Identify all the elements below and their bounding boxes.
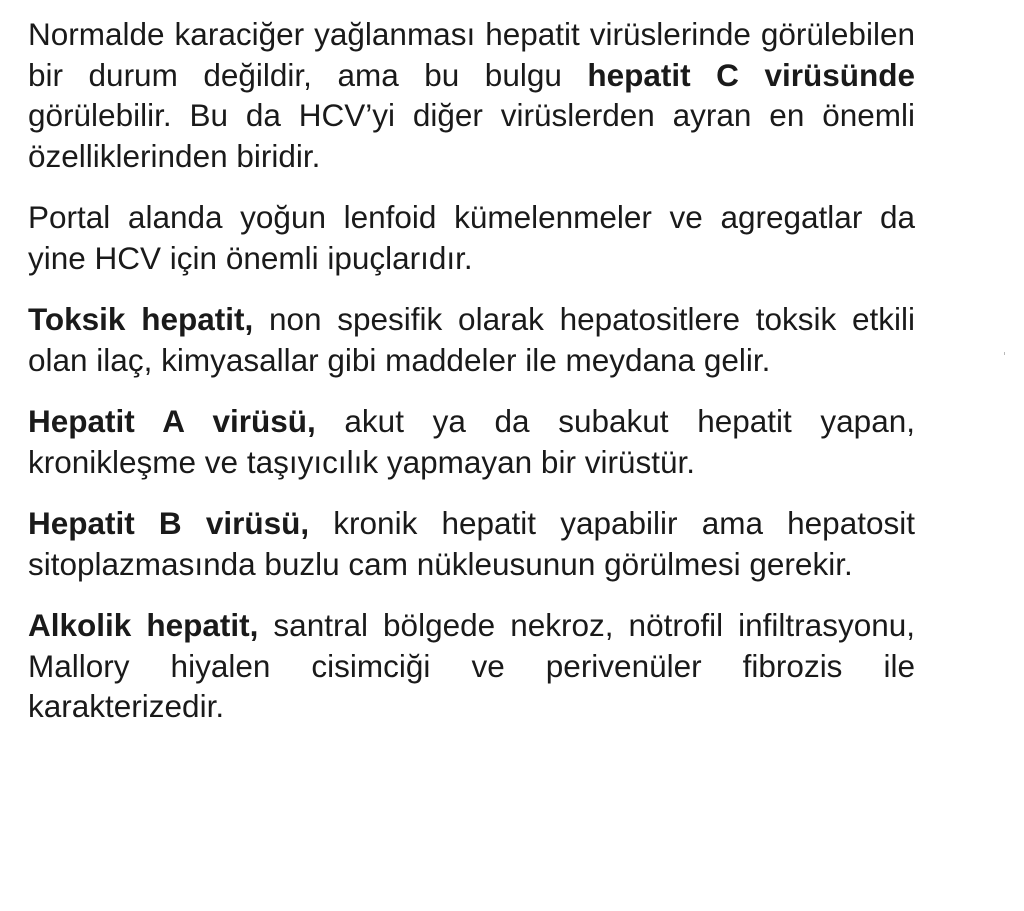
paragraph-alcoholic-hepatitis — [28, 605, 915, 727]
paragraph-text: non spesifik olarak hepatositlere toksik etkili olan ilaç, kimyasallar gibi maddeler ile meydana gelir. — [28, 301, 915, 378]
paragraph-hepatitis-a — [28, 401, 915, 482]
paragraph-term: Toksik hepatit, — [28, 301, 254, 337]
paragraph-text: kronik hepatit yapabilir ama hepatosit sitoplazmasında buzlu cam nükleusunun görülmesi gerekir. — [28, 505, 915, 582]
paragraph-emphasis: hepatit C virüsünde — [587, 56, 915, 93]
paragraph-hcv-steatosis — [28, 14, 915, 176]
paragraph-hepatitis-b — [28, 503, 915, 584]
paragraph-term: Hepatit B virüsü, — [28, 505, 310, 541]
paragraph-term: Hepatit A virüsü, — [28, 403, 316, 439]
paragraph-text: Normalde karaciğer yağlanması hepatit virüslerinde görülebilen bir durum değildir, ama bu bulgu — [28, 16, 915, 93]
paragraph-text: Portal alanda yoğun lenfoid kümelenmeler ve agregatlar da yine HCV için önemli ipuçlarıdır. — [28, 199, 915, 276]
paragraph-term: Alkolik hepatit, — [28, 607, 259, 643]
paragraph-text: santral bölgede nekroz, nötrofil infiltrasyonu, Mallory hiyalen cisimciği ve perivenüler fibrozis ile karakterizedir. — [28, 607, 916, 724]
paragraph-toxic-hepatitis — [28, 299, 915, 380]
paragraph-portal-lymphoid — [28, 197, 915, 278]
paragraph-text-tail: görülebilir. Bu da HCV’yi diğer virüslerden ayran en önemli özelliklerinden biridir. — [28, 97, 915, 174]
scan-artifact-mark — [1004, 352, 1005, 355]
document-page — [28, 14, 915, 748]
paragraph-text: akut ya da subakut hepatit yapan, kronikleşme ve taşıyıcılık yapmayan bir virüstür. — [28, 403, 915, 480]
